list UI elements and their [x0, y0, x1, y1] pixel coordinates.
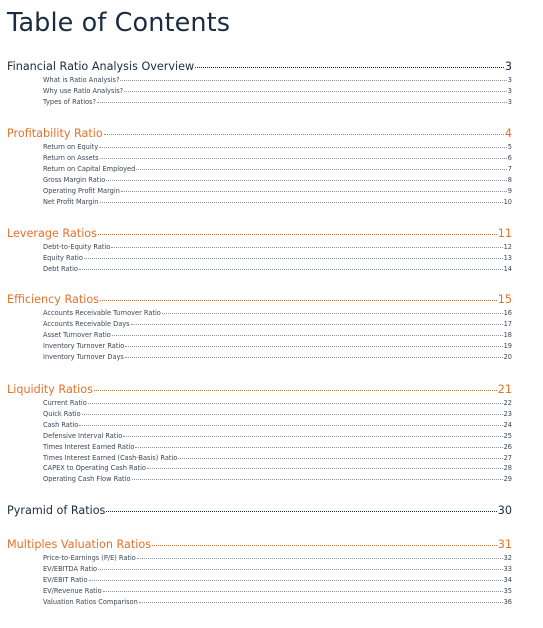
toc-subsection-entry[interactable] — [43, 575, 512, 585]
toc-subsection-page[interactable]: 8 — [507, 175, 512, 184]
toc-subsection-entry[interactable] — [43, 564, 512, 574]
dot-leader — [125, 357, 503, 358]
dot-leader — [104, 134, 504, 135]
toc-subsection-page[interactable]: 24 — [503, 420, 512, 429]
dot-leader — [106, 180, 507, 181]
toc-subsection-page[interactable]: 32 — [503, 554, 512, 562]
dot-leader — [97, 102, 507, 103]
toc-subsection-title[interactable]: Return on Capital Employed — [43, 164, 136, 173]
toc-subsection-title[interactable]: Gross Margin Ratio — [43, 175, 106, 184]
toc-subsection-title[interactable]: Debt Ratio — [43, 264, 78, 273]
toc-subsection-page[interactable]: 35 — [503, 586, 512, 595]
dot-leader — [112, 335, 503, 336]
toc-section-entry[interactable] — [7, 504, 512, 518]
toc-subsection-page[interactable]: 3 — [507, 76, 512, 84]
toc-subsection-entry[interactable] — [43, 75, 512, 85]
toc-subsection-entry[interactable] — [43, 409, 512, 419]
toc-subsection-page[interactable]: 26 — [503, 442, 512, 451]
dot-leader — [162, 313, 503, 314]
toc-subsection-title[interactable]: Defensive Interval Ratio — [43, 431, 123, 440]
toc-subsection-entry[interactable] — [43, 175, 512, 185]
dot-leader — [89, 580, 503, 581]
toc-subsection-entry[interactable] — [43, 242, 512, 252]
dot-leader — [94, 390, 497, 391]
toc-subsection-entry[interactable] — [43, 420, 512, 430]
toc-subsection-title[interactable]: What is Ratio Analysis? — [43, 76, 120, 84]
toc-subsection-title[interactable]: Return on Assets — [43, 153, 99, 162]
dot-leader — [84, 258, 503, 259]
toc-subsection-entry[interactable] — [43, 319, 512, 329]
toc-subsection-page[interactable]: 10 — [503, 197, 512, 206]
toc-subsection-page[interactable]: 6 — [507, 153, 512, 162]
toc-subsection-page[interactable]: 34 — [503, 575, 512, 584]
toc-subsection-entry[interactable] — [43, 463, 512, 473]
toc-subsection-entry[interactable] — [43, 142, 512, 152]
toc-subsection-page[interactable]: 7 — [507, 164, 512, 173]
toc-subsection-entry[interactable] — [43, 164, 512, 174]
toc-section-title[interactable]: Liquidity Ratios — [7, 383, 93, 396]
toc-subsection-entry[interactable] — [43, 442, 512, 452]
toc-subsection-page[interactable]: 25 — [503, 431, 512, 440]
toc-section-page[interactable]: 21 — [497, 383, 512, 396]
toc-section-title[interactable]: Financial Ratio Analysis Overview — [7, 60, 195, 73]
toc-subsection-title[interactable]: Accounts Receivable Turnover Ratio — [43, 309, 161, 317]
toc-section-page[interactable]: 15 — [497, 293, 512, 306]
toc-section-entry[interactable] — [7, 538, 512, 552]
toc-section-title[interactable]: Multiples Valuation Ratios — [7, 538, 152, 551]
toc-subsection-page[interactable]: 33 — [503, 564, 512, 573]
toc-subsection-entry[interactable] — [43, 597, 512, 607]
toc-subsection-entry[interactable] — [43, 97, 512, 107]
toc-subsection-title[interactable]: Cash Ratio — [43, 420, 79, 429]
dot-leader — [98, 234, 497, 235]
toc-subsection-title[interactable]: Current Ratio — [43, 399, 87, 407]
toc-subsection-page[interactable]: 27 — [503, 453, 512, 462]
dot-leader — [152, 545, 497, 546]
dot-leader — [178, 458, 502, 459]
toc-subsection-title[interactable]: Operating Profit Margin — [43, 186, 120, 195]
toc-subsection-entry[interactable] — [43, 153, 512, 163]
toc-section-entry[interactable] — [7, 293, 512, 307]
dot-leader — [82, 414, 503, 415]
dot-leader — [131, 324, 503, 325]
toc-subsection-title[interactable]: EV/EBITDA Ratio — [43, 564, 98, 573]
dot-leader — [103, 591, 503, 592]
toc-subsection-title[interactable]: Why use Ratio Analysis? — [43, 86, 124, 95]
dot-leader — [137, 558, 503, 559]
toc-subsection-page[interactable]: 9 — [507, 186, 512, 195]
toc-subsection-title[interactable]: EV/Revenue Ratio — [43, 586, 102, 595]
toc-subsection-title[interactable]: EV/EBIT Ratio — [43, 575, 88, 584]
toc-subsection-title[interactable]: Operating Cash Flow Ratio — [43, 475, 131, 484]
toc-subsection-title[interactable]: Accounts Receivable Days — [43, 319, 130, 328]
dot-leader — [123, 436, 502, 437]
toc-subsection-page[interactable]: 16 — [503, 309, 512, 317]
toc-subsection-entry[interactable] — [43, 431, 512, 441]
toc-subsection-page[interactable]: 18 — [503, 330, 512, 339]
toc-section-page[interactable]: 11 — [497, 227, 512, 240]
toc-subsection-page[interactable]: 19 — [503, 341, 512, 350]
toc-subsection-entry[interactable] — [43, 86, 512, 96]
dot-leader — [100, 202, 503, 203]
toc-subsection-entry[interactable] — [43, 341, 512, 351]
toc-section-page[interactable]: 31 — [497, 538, 512, 551]
toc-section-page[interactable]: 3 — [504, 60, 512, 73]
toc-section-page[interactable]: 4 — [504, 127, 512, 140]
toc-subsection-page[interactable]: 17 — [503, 319, 512, 328]
toc-subsection-entry[interactable] — [43, 553, 512, 563]
toc-subsection-page[interactable]: 14 — [503, 264, 512, 273]
dot-leader — [111, 247, 502, 248]
toc-subsection-entry[interactable] — [43, 253, 512, 263]
dot-leader — [121, 191, 507, 192]
dot-leader — [79, 425, 502, 426]
toc-subsection-entry[interactable] — [43, 398, 512, 408]
dot-leader — [88, 403, 503, 404]
dot-leader — [98, 569, 503, 570]
dot-leader — [125, 346, 502, 347]
toc-section-title[interactable]: Efficiency Ratios — [7, 293, 99, 306]
toc-subsection-entry[interactable] — [43, 352, 512, 362]
toc-subsection-title[interactable]: Quick Ratio — [43, 409, 81, 418]
toc-subsection-entry[interactable] — [43, 264, 512, 274]
toc-section-page[interactable]: 30 — [497, 504, 512, 517]
toc-subsection-page[interactable]: 13 — [503, 253, 512, 262]
toc-subsection-title[interactable]: CAPEX to Operating Cash Ratio — [43, 464, 146, 473]
toc-subsection-title[interactable]: Inventory Turnover Ratio — [43, 341, 125, 350]
page-title: Table of Contents — [7, 8, 231, 38]
toc-subsection-entry[interactable] — [43, 453, 512, 463]
toc-subsection-entry[interactable] — [43, 197, 512, 207]
dot-leader — [139, 602, 503, 603]
toc-section-entry[interactable] — [7, 60, 512, 74]
toc-subsection-entry[interactable] — [43, 186, 512, 196]
toc-subsection-page[interactable]: 22 — [503, 399, 512, 407]
dot-leader — [195, 67, 504, 68]
toc-section-entry[interactable] — [7, 227, 512, 241]
dot-leader — [136, 169, 507, 170]
toc-section-entry[interactable] — [7, 383, 512, 397]
dot-leader — [106, 511, 496, 512]
toc-section-title[interactable]: Pyramid of Ratios — [7, 504, 106, 517]
dot-leader — [99, 147, 507, 148]
toc-subsection-page[interactable]: 23 — [503, 409, 512, 418]
toc-section-entry[interactable] — [7, 127, 512, 141]
toc-subsection-entry[interactable] — [43, 330, 512, 340]
toc-subsection-title[interactable]: Debt-to-Equity Ratio — [43, 243, 111, 251]
toc-section-title[interactable]: Leverage Ratios — [7, 227, 97, 240]
toc-subsection-page[interactable]: 28 — [503, 464, 512, 473]
toc-subsection-page[interactable]: 29 — [503, 475, 512, 484]
toc-subsection-page[interactable]: 3 — [507, 97, 512, 106]
dot-leader — [135, 447, 502, 448]
toc-subsection-page[interactable]: 5 — [507, 143, 512, 151]
dot-leader — [79, 269, 503, 270]
toc-subsection-entry[interactable] — [43, 586, 512, 596]
dot-leader — [147, 468, 503, 469]
toc-subsection-title[interactable]: Price-to-Earnings (P/E) Ratio — [43, 554, 136, 562]
toc-subsection-title[interactable]: Equity Ratio — [43, 253, 83, 262]
toc-subsection-title[interactable]: Inventory Turnover Days — [43, 352, 124, 361]
dot-leader — [100, 158, 507, 159]
toc-subsection-title[interactable]: Asset Turnover Ratio — [43, 330, 111, 339]
toc-subsection-page[interactable]: 36 — [503, 597, 512, 606]
toc-subsection-page[interactable]: 20 — [503, 352, 512, 361]
dot-leader — [120, 80, 506, 81]
toc-subsection-entry[interactable] — [43, 308, 512, 318]
dot-leader — [124, 91, 507, 92]
toc-subsection-title[interactable]: Return on Equity — [43, 143, 99, 151]
dot-leader — [100, 300, 497, 301]
toc-subsection-title[interactable]: Valuation Ratios Comparison — [43, 597, 138, 606]
toc-subsection-title[interactable]: Times Interest Earned Ratio — [43, 442, 135, 451]
toc-subsection-title[interactable]: Net Profit Margin — [43, 197, 99, 206]
toc-subsection-page[interactable]: 3 — [507, 86, 512, 95]
toc-subsection-title[interactable]: Times Interest Earned (Cash-Basis) Ratio — [43, 453, 178, 462]
toc-subsection-entry[interactable] — [43, 474, 512, 484]
toc-subsection-title[interactable]: Types of Ratios? — [43, 97, 96, 106]
toc-section-title[interactable]: Profitability Ratio — [7, 127, 103, 140]
dot-leader — [132, 479, 503, 480]
toc-subsection-page[interactable]: 12 — [503, 243, 512, 251]
